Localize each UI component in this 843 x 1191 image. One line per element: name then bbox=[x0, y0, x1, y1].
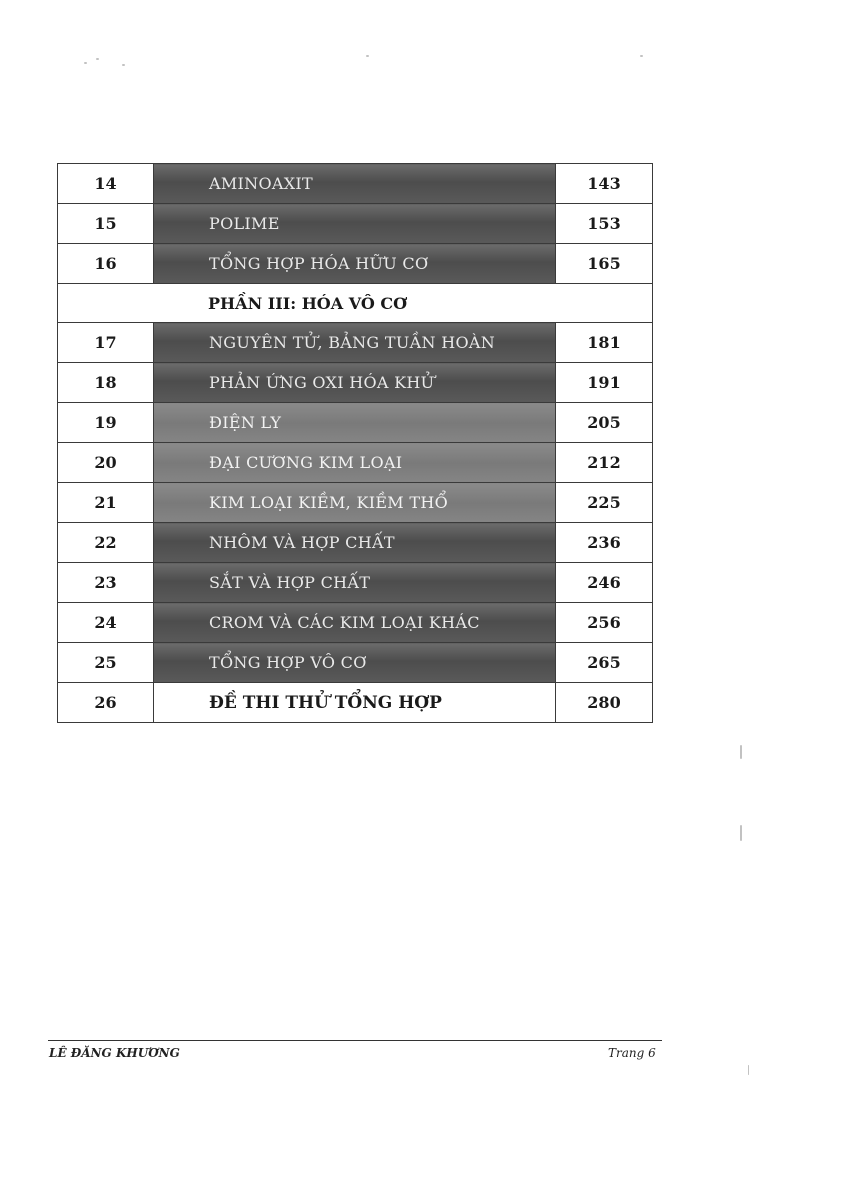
chapter-number: 15 bbox=[58, 204, 154, 244]
toc-row bbox=[58, 363, 653, 403]
toc-row bbox=[58, 483, 653, 523]
chapter-title: AMINOAXIT bbox=[154, 164, 556, 204]
section-heading: PHẦN III: HÓA VÔ CƠ bbox=[58, 284, 653, 323]
chapter-number: 25 bbox=[58, 643, 154, 683]
scan-speck bbox=[740, 825, 742, 841]
toc-row bbox=[58, 563, 653, 603]
chapter-title: POLIME bbox=[154, 204, 556, 244]
toc-row bbox=[58, 443, 653, 483]
chapter-page: 246 bbox=[556, 563, 653, 603]
footer-page-number: Trang 6 bbox=[608, 1046, 656, 1060]
toc-row bbox=[58, 603, 653, 643]
chapter-title: PHẢN ỨNG OXI HÓA KHỬ bbox=[154, 363, 556, 403]
chapter-page: 181 bbox=[556, 323, 653, 363]
chapter-page: 225 bbox=[556, 483, 653, 523]
chapter-title: ĐIỆN LY bbox=[154, 403, 556, 443]
chapter-page: 153 bbox=[556, 204, 653, 244]
scan-speck bbox=[748, 1065, 749, 1075]
toc-row bbox=[58, 643, 653, 683]
scan-speck bbox=[122, 64, 125, 66]
footer-author: LÊ ĐĂNG KHƯƠNG bbox=[49, 1046, 180, 1060]
toc-row bbox=[58, 244, 653, 284]
chapter-title: KIM LOẠI KIỀM, KIỀM THỔ bbox=[154, 483, 556, 523]
chapter-title: ĐẠI CƯƠNG KIM LOẠI bbox=[154, 443, 556, 483]
chapter-title: ĐỀ THI THỬ TỔNG HỢP bbox=[154, 683, 556, 723]
table-of-contents bbox=[57, 163, 653, 723]
chapter-number: 24 bbox=[58, 603, 154, 643]
chapter-page: 191 bbox=[556, 363, 653, 403]
footer-divider bbox=[48, 1040, 662, 1041]
chapter-number: 16 bbox=[58, 244, 154, 284]
chapter-page: 143 bbox=[556, 164, 653, 204]
chapter-title: NHÔM VÀ HỢP CHẤT bbox=[154, 523, 556, 563]
chapter-number: 21 bbox=[58, 483, 154, 523]
chapter-page: 165 bbox=[556, 244, 653, 284]
chapter-title: TỔNG HỢP HÓA HỮU CƠ bbox=[154, 244, 556, 284]
toc-row bbox=[58, 164, 653, 204]
scan-speck bbox=[740, 745, 742, 759]
section-heading-row bbox=[58, 284, 653, 323]
chapter-page: 236 bbox=[556, 523, 653, 563]
chapter-page: 280 bbox=[556, 683, 653, 723]
chapter-number: 17 bbox=[58, 323, 154, 363]
toc-row bbox=[58, 204, 653, 244]
chapter-title: SẮT VÀ HỢP CHẤT bbox=[154, 563, 556, 603]
toc-row bbox=[58, 523, 653, 563]
chapter-page: 256 bbox=[556, 603, 653, 643]
chapter-number: 22 bbox=[58, 523, 154, 563]
chapter-title: NGUYÊN TỬ, BẢNG TUẦN HOÀN bbox=[154, 323, 556, 363]
chapter-page: 212 bbox=[556, 443, 653, 483]
toc-row bbox=[58, 403, 653, 443]
chapter-number: 20 bbox=[58, 443, 154, 483]
scan-speck bbox=[640, 55, 643, 57]
chapter-number: 26 bbox=[58, 683, 154, 723]
chapter-page: 205 bbox=[556, 403, 653, 443]
chapter-number: 19 bbox=[58, 403, 154, 443]
chapter-number: 23 bbox=[58, 563, 154, 603]
chapter-number: 18 bbox=[58, 363, 154, 403]
chapter-title: TỔNG HỢP VÔ CƠ bbox=[154, 643, 556, 683]
scan-speck bbox=[96, 58, 99, 60]
chapter-title: CROM VÀ CÁC KIM LOẠI KHÁC bbox=[154, 603, 556, 643]
toc-row bbox=[58, 323, 653, 363]
chapter-page: 265 bbox=[556, 643, 653, 683]
toc-row bbox=[58, 683, 653, 723]
scan-speck bbox=[366, 55, 369, 57]
chapter-number: 14 bbox=[58, 164, 154, 204]
scan-speck bbox=[84, 62, 87, 64]
